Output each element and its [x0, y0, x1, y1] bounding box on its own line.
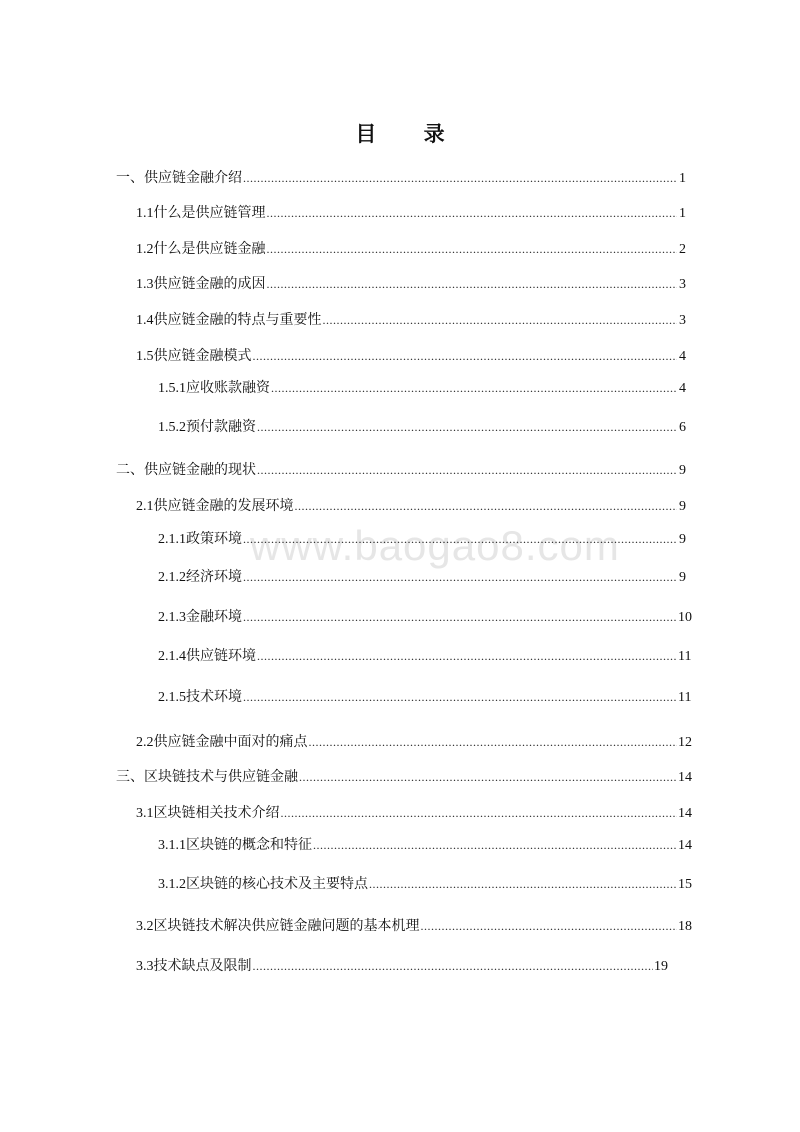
toc-entry[interactable] [136, 495, 686, 517]
toc-entry-label: 一、供应链金融介绍 [116, 170, 242, 186]
toc-entry[interactable] [136, 915, 692, 937]
toc-entry-number: 2.1 [136, 499, 154, 514]
toc-entry-number: 2.1.5 [158, 690, 186, 705]
toc-entry-page: 6 [679, 420, 686, 435]
toc-entry[interactable] [158, 566, 686, 588]
toc-entry[interactable] [158, 606, 692, 628]
toc-dot-leader [295, 495, 678, 517]
toc-entry[interactable] [136, 273, 686, 295]
toc-entry-label: 供应链金融的特点与重要性 [153, 312, 322, 328]
toc-entry-label: 供应链环境 [186, 648, 256, 664]
toc-dot-leader [299, 766, 677, 788]
toc-entry-page: 3 [679, 277, 686, 292]
toc-entry[interactable] [136, 309, 686, 331]
toc-dot-leader [243, 566, 677, 588]
toc-entry-label: 应收账款融资 [186, 380, 270, 396]
toc-entry-label: 区块链技术解决供应链金融问题的基本机理 [153, 918, 420, 934]
toc-entry-label: 区块链的概念和特征 [186, 837, 312, 853]
toc-entry-label: 区块链相关技术介绍 [153, 805, 280, 821]
toc-dot-leader [253, 955, 654, 977]
toc-entry-number: 2.2 [136, 735, 154, 750]
toc-dot-leader [257, 459, 677, 481]
toc-dot-leader [281, 802, 678, 824]
toc-entry[interactable] [136, 802, 692, 824]
toc-entry-number: 2.1.2 [158, 570, 186, 585]
toc-entry-label: 政策环境 [186, 531, 242, 547]
toc-entry-page: 9 [679, 463, 686, 478]
toc-entry-number: 3.2 [136, 919, 154, 934]
toc-entry-page: 2 [679, 242, 686, 257]
toc-dot-leader [271, 377, 677, 399]
toc-entry-page: 19 [654, 959, 668, 974]
toc-entry-number: 3.1.1 [158, 838, 186, 853]
toc-entry[interactable] [158, 645, 692, 667]
toc-entry-number: 1.1 [136, 206, 154, 221]
toc-entry[interactable] [136, 955, 668, 977]
toc-dot-leader [313, 834, 677, 856]
toc-entry-number: 3.3 [136, 959, 154, 974]
toc-dot-leader [267, 273, 678, 295]
toc-entry[interactable] [136, 345, 686, 367]
toc-entry-label: 什么是供应链管理 [153, 205, 266, 221]
toc-entry-label: 金融环境 [186, 609, 242, 625]
toc-entry-label: 三、区块链技术与供应链金融 [116, 769, 298, 785]
toc-entry-label: 供应链金融中面对的痛点 [153, 734, 308, 750]
toc-entry-page: 1 [679, 206, 686, 221]
toc-entry[interactable] [136, 731, 692, 753]
toc-entry-label: 技术环境 [186, 689, 242, 705]
toc-entry-number: 2.1.4 [158, 649, 186, 664]
toc-entry-label: 二、供应链金融的现状 [116, 462, 256, 478]
toc-dot-leader [257, 416, 677, 438]
toc-entry-label: 供应链金融的发展环境 [153, 498, 294, 514]
toc-entry-label: 预付款融资 [186, 419, 256, 435]
toc-entry-number: 3.1 [136, 806, 154, 821]
toc-entry[interactable] [158, 416, 686, 438]
toc-entry-page: 4 [679, 381, 686, 396]
toc-entry-number: 2.1.3 [158, 610, 186, 625]
toc-entry-page: 11 [678, 649, 692, 664]
toc-entry[interactable] [158, 528, 686, 550]
toc-entry-page: 18 [678, 919, 692, 934]
toc-entry-page: 9 [679, 499, 686, 514]
toc-entry-page: 11 [678, 690, 692, 705]
toc-entry-page: 14 [678, 838, 692, 853]
toc-dot-leader [369, 873, 677, 895]
toc-entry-page: 14 [678, 770, 692, 785]
toc-entry-label: 技术缺点及限制 [153, 958, 252, 974]
toc-entry-page: 14 [678, 806, 692, 821]
toc-entry-number: 1.2 [136, 242, 154, 257]
toc-entry-page: 10 [678, 610, 692, 625]
toc-entry-page: 1 [679, 171, 686, 186]
toc-entry-label: 经济环境 [186, 569, 242, 585]
toc-dot-leader [323, 309, 678, 331]
toc-entry[interactable] [136, 202, 686, 224]
toc-entry-number: 2.1.1 [158, 532, 186, 547]
toc-entry-label: 区块链的核心技术及主要特点 [186, 876, 368, 892]
toc-entry-page: 9 [679, 570, 686, 585]
toc-entry-page: 9 [679, 532, 686, 547]
toc-entry-number: 1.5.2 [158, 420, 186, 435]
toc-dot-leader [243, 606, 677, 628]
toc-dot-leader [243, 167, 677, 189]
toc-entry-number: 1.4 [136, 313, 154, 328]
toc-entry[interactable] [158, 873, 692, 895]
toc-entry-number: 1.5 [136, 349, 154, 364]
toc-dot-leader [257, 645, 677, 667]
toc-entry-page: 12 [678, 735, 692, 750]
toc-entry[interactable] [158, 377, 686, 399]
toc-entry-page: 3 [679, 313, 686, 328]
toc-entry-number: 1.3 [136, 277, 154, 292]
toc-entry-label: 什么是供应链金融 [153, 241, 266, 257]
toc-entry-label: 供应链金融模式 [153, 348, 252, 364]
toc-entry[interactable] [116, 167, 686, 189]
toc-dot-leader [267, 238, 678, 260]
toc-title: 目 录 [355, 122, 465, 146]
toc-entry[interactable] [136, 238, 686, 260]
watermark: www.baogao8.com [250, 522, 620, 569]
toc-dot-leader [267, 202, 678, 224]
toc-dot-leader [243, 528, 677, 550]
toc-dot-leader [421, 915, 678, 937]
toc-entry-page: 15 [678, 877, 692, 892]
toc-entry[interactable] [116, 459, 686, 481]
toc-entry[interactable] [158, 686, 692, 708]
toc-entry-number: 1.5.1 [158, 381, 186, 396]
toc-entry[interactable] [116, 766, 692, 788]
toc-entry[interactable] [158, 834, 692, 856]
toc-dot-leader [253, 345, 678, 367]
toc-entry-page: 4 [679, 349, 686, 364]
toc-entry-label: 供应链金融的成因 [153, 276, 266, 292]
toc-entry-number: 3.1.2 [158, 877, 186, 892]
toc-dot-leader [243, 686, 677, 708]
toc-dot-leader [309, 731, 678, 753]
